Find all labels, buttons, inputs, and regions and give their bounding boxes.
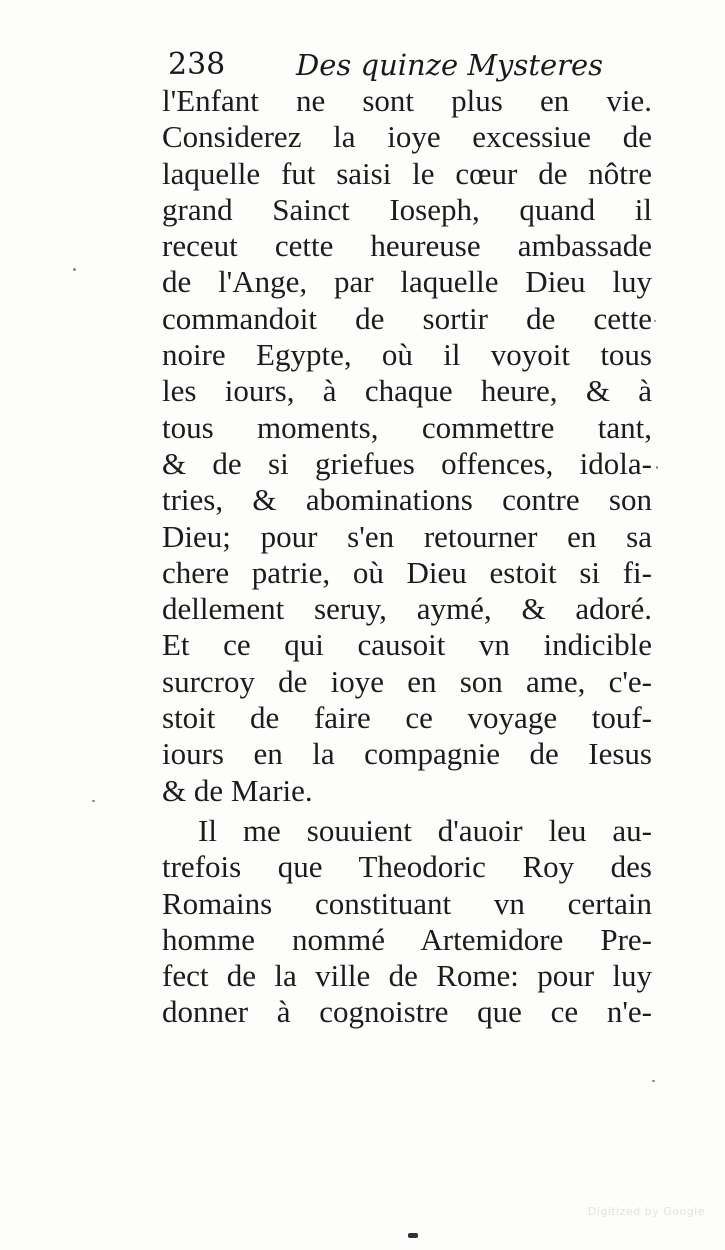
text-line: homme nommé Artemidore Pre-	[162, 921, 652, 957]
ink-speck	[654, 320, 656, 322]
paragraph	[162, 83, 652, 809]
text-line: tries, & abominations contre son	[162, 482, 652, 518]
page-number: 238	[168, 47, 226, 82]
text-line: surcroy de ioye en son ame, c'e-	[162, 663, 652, 699]
ink-speck	[73, 268, 76, 271]
text-line: noire Egypte, où il voyoit tous	[162, 337, 652, 373]
text-line: trefois que Theodoric Roy des	[162, 849, 652, 885]
ink-speck	[92, 800, 95, 802]
watermark: Digitized by Google	[587, 1205, 705, 1218]
paragraph	[162, 813, 652, 1031]
running-title: Des quinze Mysteres	[296, 48, 604, 82]
text-line: laquelle fut saisi le cœur de nôtre	[162, 155, 652, 191]
text-line: Dieu; pour s'en retourner en sa	[162, 518, 652, 554]
text-line: tous moments, commettre tant,	[162, 409, 652, 445]
ink-mark	[408, 1233, 418, 1238]
text-line: Romains constituant vn certain	[162, 885, 652, 921]
text-line: fect de la ville de Rome: pour luy	[162, 958, 652, 994]
text-line: stoit de faire ce voyage touf-	[162, 700, 652, 736]
page-header	[168, 44, 604, 86]
text-line: Considerez la ioye excessiue de	[162, 119, 652, 155]
text-line: les iours, à chaque heure, & à	[162, 373, 652, 409]
text-line: iours en la compagnie de Iesus	[162, 736, 652, 772]
text-line: Et ce qui causoit vn indicible	[162, 627, 652, 663]
text-line: grand Sainct Ioseph, quand il	[162, 191, 652, 227]
text-line: de l'Ange, par laquelle Dieu luy	[162, 264, 652, 300]
text-line: l'Enfant ne sont plus en vie.	[162, 83, 652, 118]
text-line: Il me souuient d'auoir leu au-	[198, 812, 652, 848]
ink-speck	[652, 1080, 655, 1082]
text-line: commandoit de sortir de cette	[162, 300, 652, 336]
text-line: dellement seruy, aymé, & adoré.	[162, 591, 652, 627]
text-line: & de Marie.	[162, 772, 313, 808]
text-line: receut cette heureuse ambassade	[162, 228, 652, 264]
text-line: & de si griefues offences, idola-	[162, 445, 652, 481]
text-line: chere patrie, où Dieu estoit si fi-	[162, 554, 652, 590]
ink-speck	[656, 466, 658, 469]
text-line: donner à cognoistre que ce n'e-	[162, 994, 652, 1030]
body-text	[162, 83, 652, 1031]
